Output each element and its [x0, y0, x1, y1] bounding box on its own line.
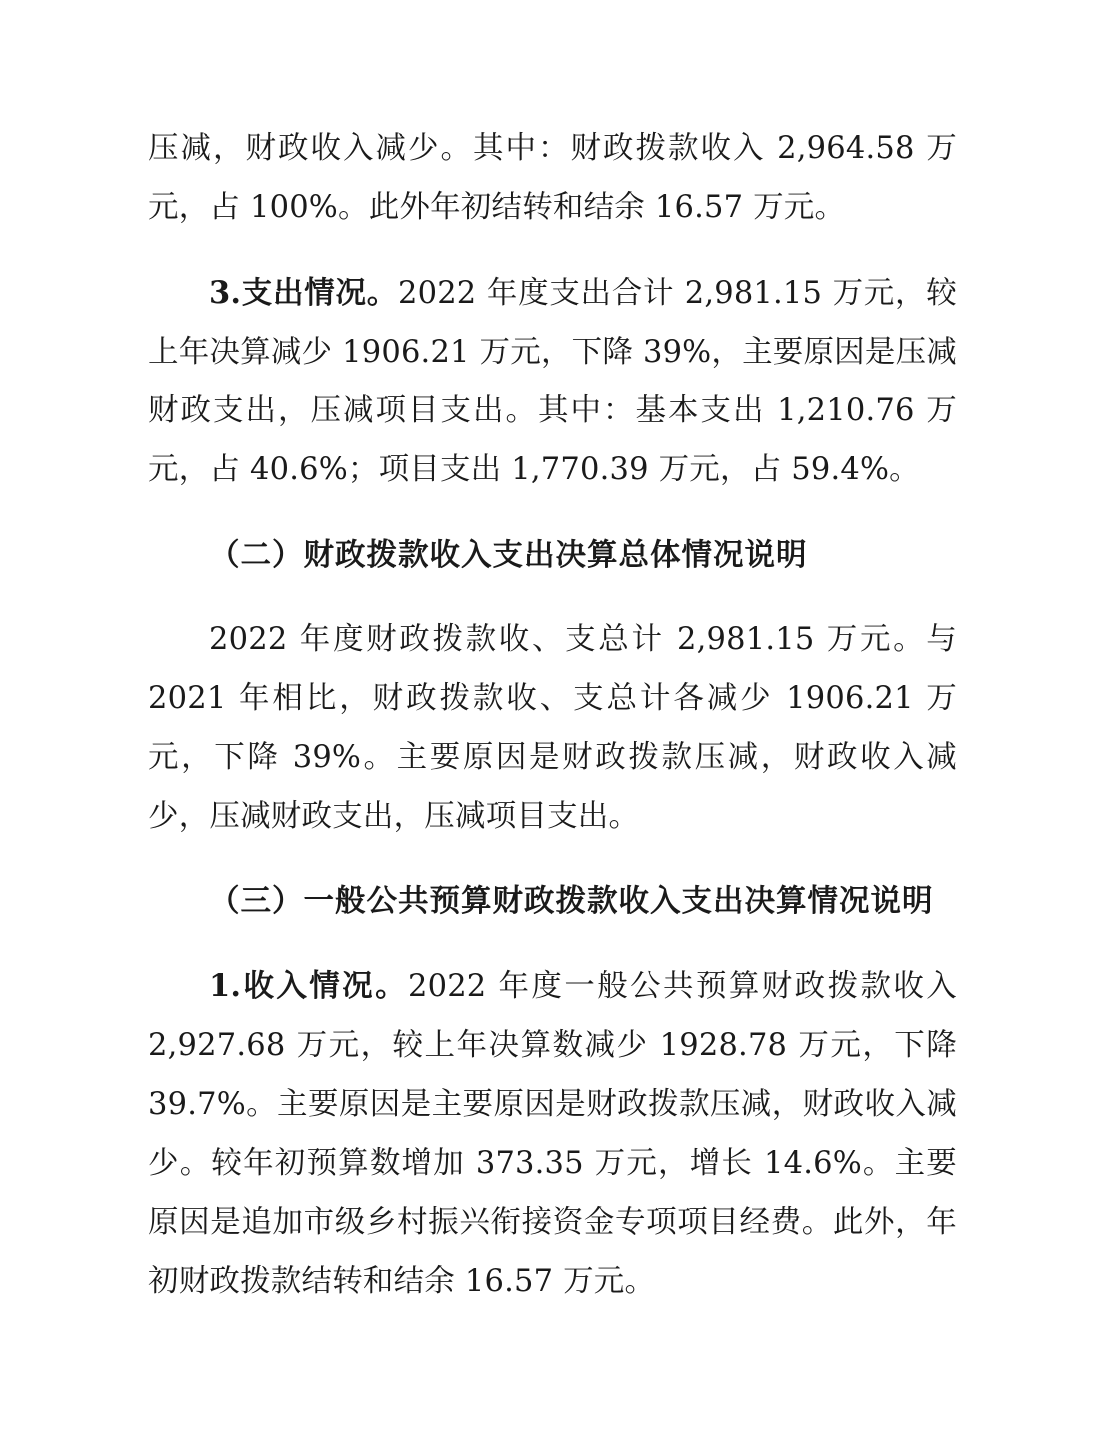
paragraph-spacer	[148, 601, 957, 611]
heading-section-3-text: （三）一般公共预算财政拨款收入支出决算情况说明	[209, 883, 934, 920]
paragraph-expenditure	[148, 264, 957, 500]
paragraph-spacer	[148, 862, 957, 872]
document-body	[148, 120, 957, 1311]
paragraph-spacer	[148, 516, 957, 526]
paragraph-continued-text: 压减，财政收入减少。其中：财政拨款收入 2,964.58 万元，占 100%。此外年初结转和结余 16.57 万元。	[148, 131, 957, 225]
paragraph-income	[148, 957, 957, 1311]
paragraph-spacer	[148, 254, 957, 264]
paragraph-section-2-body-text: 2022 年度财政拨款收、支总计 2,981.15 万元。与 2021 年相比，财政拨款收、支总计各减少 1906.21 万元，下降 39%。主要原因是财政拨款压减，财政收入减少，压减财政支出，压减项目支出。	[148, 622, 957, 834]
paragraph-section-2-body	[148, 611, 957, 846]
paragraph-expenditure-text: 2022 年度支出合计 2,981.15 万元，较上年决算减少 1906.21 万元，下降 39%，主要原因是压减财政支出，压减项目支出。其中：基本支出 1,210.76 万元，占 40.6%；项目支出 1,770.39 万元，占 59.4%。	[148, 275, 957, 488]
paragraph-income-lead: 1.收入情况。	[209, 968, 408, 1005]
paragraph-expenditure-lead: 3.支出情况。	[209, 274, 398, 311]
heading-section-2-text: （二）财政拨款收入支出决算总体情况说明	[209, 537, 808, 574]
heading-section-2	[148, 526, 957, 585]
paragraph-continued	[148, 120, 957, 238]
paragraph-income-text: 2022 年度一般公共预算财政拨款收入 2,927.68 万元，较上年决算数减少 1928.78 万元，下降 39.7%。主要原因是主要原因是财政拨款压减，财政收入减少。较年初预算数增加 373.35 万元，增长 14.6%。主要原因是追加市级乡村振兴衔接资金专项项目经费。此外，年初财政拨款结转和结余 16.57 万元。	[148, 969, 957, 1299]
heading-section-3	[148, 872, 957, 931]
paragraph-spacer	[148, 947, 957, 957]
